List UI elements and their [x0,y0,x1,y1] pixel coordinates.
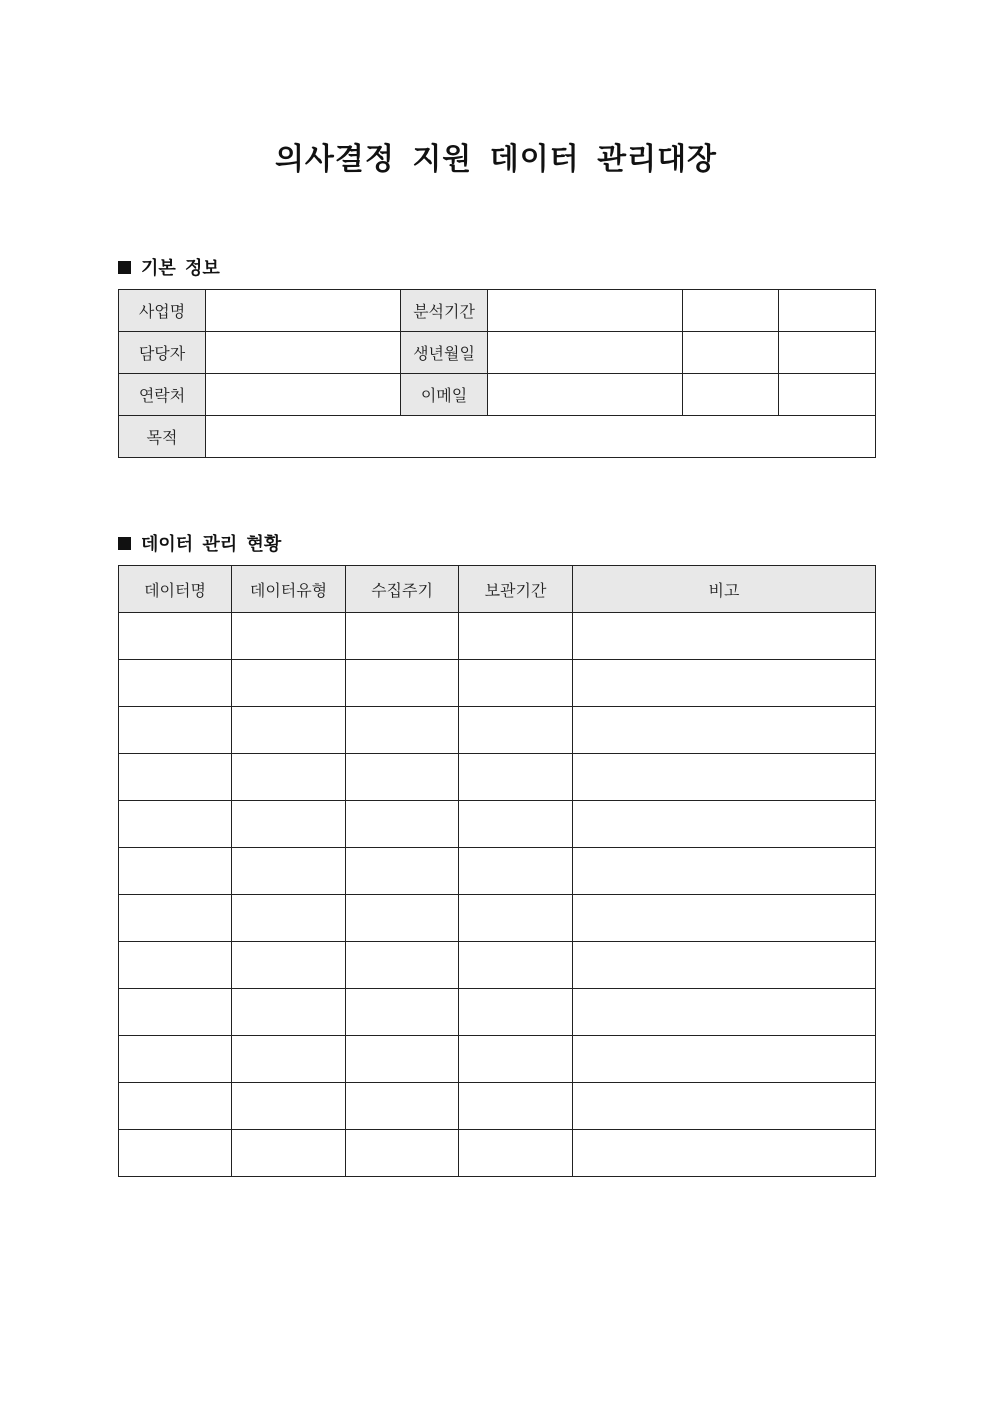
table-cell[interactable] [119,1130,232,1177]
column-header: 보관기간 [459,566,573,613]
info-value-field[interactable] [206,290,401,332]
table-cell[interactable] [573,1083,876,1130]
table-cell[interactable] [119,613,232,660]
table-cell[interactable] [232,1083,346,1130]
info-value-field[interactable] [488,374,683,416]
info-label: 이메일 [401,374,488,416]
table-cell[interactable] [573,754,876,801]
column-header: 수집주기 [346,566,459,613]
info-label: 생년월일 [401,332,488,374]
table-row [119,895,876,942]
info-extra-field[interactable] [683,374,779,416]
data-management-heading [118,530,281,556]
column-header: 비고 [573,566,876,613]
table-cell[interactable] [573,1036,876,1083]
table-cell[interactable] [346,989,459,1036]
table-cell[interactable] [232,1130,346,1177]
table-row [119,989,876,1036]
table-cell[interactable] [119,1036,232,1083]
table-cell[interactable] [232,754,346,801]
table-cell[interactable] [459,848,573,895]
table-row [119,942,876,989]
table-cell[interactable] [346,895,459,942]
table-cell[interactable] [573,660,876,707]
table-row [119,660,876,707]
table-cell[interactable] [119,942,232,989]
table-row [119,1083,876,1130]
info-row [119,290,876,332]
table-cell[interactable] [346,1130,459,1177]
table-header-row [119,566,876,613]
table-cell[interactable] [459,1036,573,1083]
info-label: 연락처 [119,374,206,416]
table-cell[interactable] [459,707,573,754]
purpose-field[interactable] [206,416,876,458]
info-extra-field[interactable] [683,290,779,332]
table-cell[interactable] [573,1130,876,1177]
basic-info-heading-text: 기본 정보 [141,258,220,279]
table-cell[interactable] [459,613,573,660]
table-cell[interactable] [459,895,573,942]
table-cell[interactable] [346,754,459,801]
table-row [119,801,876,848]
table-cell[interactable] [119,660,232,707]
info-row [119,332,876,374]
info-value-field[interactable] [488,290,683,332]
square-bullet-icon [118,537,131,550]
table-row [119,1036,876,1083]
table-cell[interactable] [232,989,346,1036]
table-cell[interactable] [459,801,573,848]
info-extra-field[interactable] [779,290,876,332]
page-title: 의사결정 지원 데이터 관리대장 [274,142,718,177]
info-label: 사업명 [119,290,206,332]
table-cell[interactable] [459,754,573,801]
table-row [119,848,876,895]
table-cell[interactable] [119,801,232,848]
info-extra-field[interactable] [683,332,779,374]
table-cell[interactable] [119,989,232,1036]
table-cell[interactable] [459,1083,573,1130]
table-cell[interactable] [119,895,232,942]
table-cell[interactable] [346,801,459,848]
info-extra-field[interactable] [779,374,876,416]
purpose-label: 목적 [119,416,206,458]
info-value-field[interactable] [488,332,683,374]
info-label: 담당자 [119,332,206,374]
table-cell[interactable] [346,942,459,989]
table-cell[interactable] [232,613,346,660]
table-cell[interactable] [573,801,876,848]
data-management-heading-text: 데이터 관리 현황 [141,534,282,555]
square-bullet-icon [118,261,131,274]
table-cell[interactable] [573,942,876,989]
data-management-table [118,565,876,1177]
table-cell[interactable] [459,989,573,1036]
table-cell[interactable] [346,848,459,895]
table-cell[interactable] [119,848,232,895]
table-cell[interactable] [459,1130,573,1177]
table-cell[interactable] [232,895,346,942]
table-cell[interactable] [119,1083,232,1130]
basic-info-table [118,289,876,458]
table-cell[interactable] [232,801,346,848]
info-extra-field[interactable] [779,332,876,374]
table-cell[interactable] [573,613,876,660]
info-value-field[interactable] [206,374,401,416]
table-row [119,1130,876,1177]
table-cell[interactable] [459,660,573,707]
table-cell[interactable] [573,989,876,1036]
table-cell[interactable] [573,707,876,754]
table-cell[interactable] [119,707,232,754]
table-row [119,754,876,801]
table-row [119,707,876,754]
table-cell[interactable] [119,754,232,801]
basic-info-heading [118,254,220,280]
table-cell[interactable] [573,848,876,895]
info-label: 분석기간 [401,290,488,332]
column-header: 데이터명 [119,566,232,613]
table-cell[interactable] [573,895,876,942]
table-cell[interactable] [232,942,346,989]
table-cell[interactable] [346,660,459,707]
table-cell[interactable] [346,1036,459,1083]
purpose-row [119,416,876,458]
table-row [119,613,876,660]
table-cell[interactable] [232,1036,346,1083]
table-cell[interactable] [232,660,346,707]
table-cell[interactable] [232,707,346,754]
table-cell[interactable] [346,707,459,754]
table-cell[interactable] [232,848,346,895]
info-row [119,374,876,416]
table-cell[interactable] [346,613,459,660]
table-cell[interactable] [459,942,573,989]
info-value-field[interactable] [206,332,401,374]
table-cell[interactable] [346,1083,459,1130]
column-header: 데이터유형 [232,566,346,613]
